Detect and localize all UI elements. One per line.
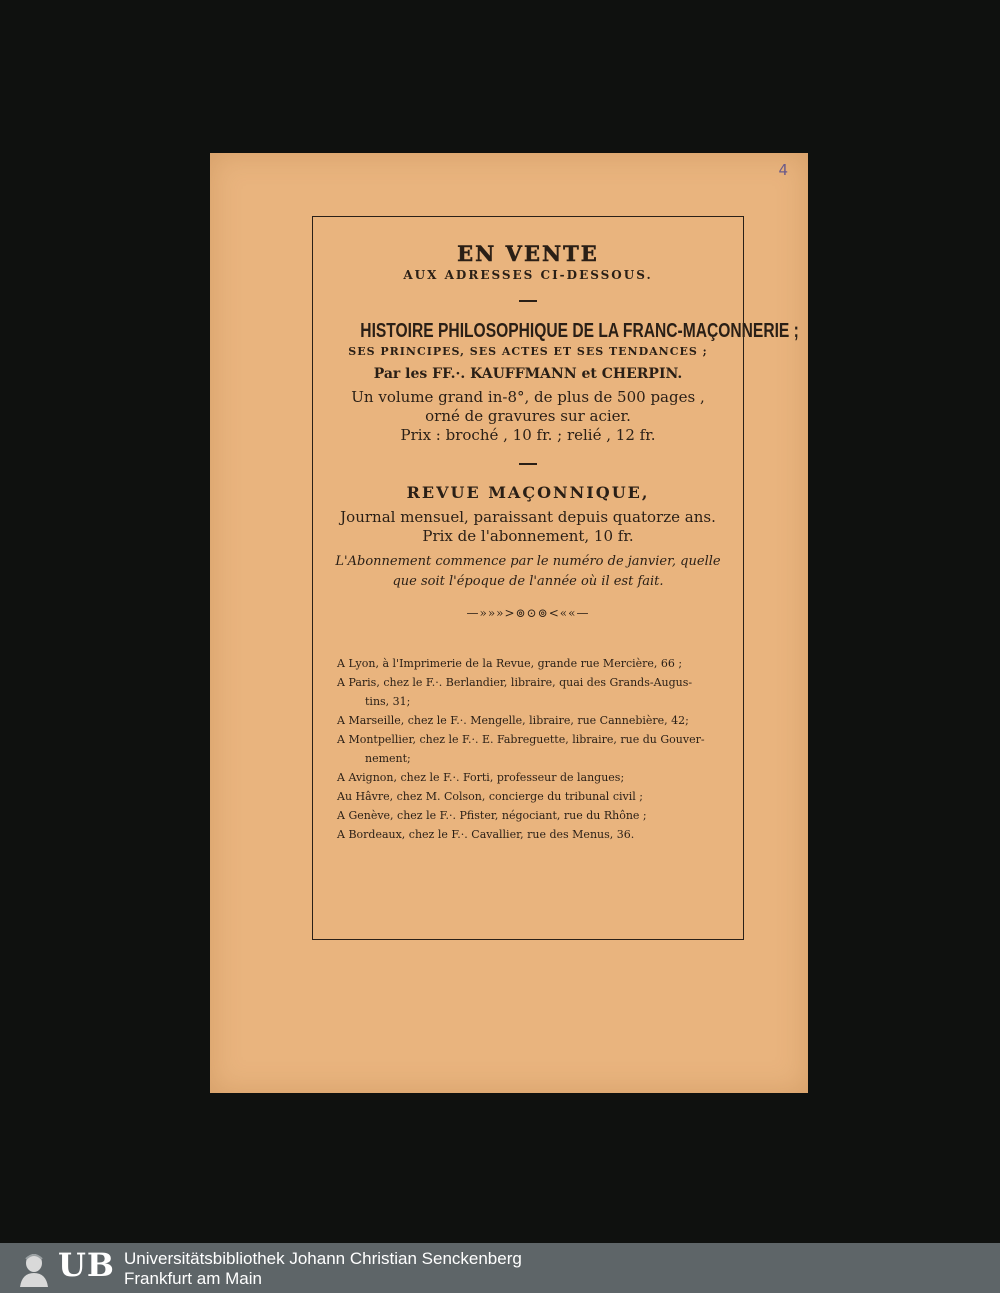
book-desc-line-1: Un volume grand in-8°, de plus de 500 pages , <box>351 388 705 406</box>
document-page <box>210 153 808 1093</box>
library-footer <box>0 1243 1000 1293</box>
address-continuation: nement; <box>365 752 411 765</box>
address-continuation: tins, 31; <box>365 695 411 708</box>
header-subtitle: AUX ADRESSES CI-DESSOUS. <box>403 268 653 282</box>
revue-note <box>313 552 743 592</box>
address-text: A Avignon, chez le F.·. Forti, professeur de langues; <box>337 771 625 784</box>
address-item <box>337 768 719 787</box>
address-item <box>337 806 719 825</box>
address-text: A Lyon, à l'Imprimerie de la Revue, grande rue Mercière, 66 ; <box>337 657 683 670</box>
library-logo-text: UB <box>58 1246 115 1284</box>
book-desc-line-2: orné de gravures sur acier. <box>425 407 631 425</box>
address-text: A Marseille, chez le F.·. Mengelle, libraire, rue Cannebière, 42; <box>337 714 689 727</box>
book-price: Prix : broché , 10 fr. ; relié , 12 fr. <box>400 426 656 444</box>
divider <box>519 463 537 465</box>
page-number: 4 <box>778 161 788 179</box>
address-item <box>337 730 719 768</box>
ornament-divider: —»»»>⊚⊙⊚<««— <box>466 606 590 620</box>
book-title: HISTOIRE PHILOSOPHIQUE DE LA FRANC-MAÇONNERIE ; <box>360 320 799 342</box>
portrait-logo-icon <box>14 1249 54 1287</box>
book-subtitle: SES PRINCIPES, SES ACTES ET SES TENDANCES ; <box>348 345 708 358</box>
address-item <box>337 654 719 673</box>
revue-note-line-2: que soit l'époque de l'année où il est fait. <box>392 574 664 589</box>
address-item <box>337 673 719 711</box>
book-authors: Par les FF.·. KAUFFMANN et CHERPIN. <box>373 366 683 382</box>
address-text: A Paris, chez le F.·. Berlandier, libraire, quai des Grands-Augus- <box>337 676 693 689</box>
header-title: EN VENTE <box>457 241 599 266</box>
address-item <box>337 711 719 730</box>
address-text: A Bordeaux, chez le F.·. Cavallier, rue des Menus, 36. <box>337 828 635 841</box>
address-item <box>337 825 719 844</box>
revue-description <box>313 508 743 546</box>
library-name-line-2: Frankfurt am Main <box>124 1269 262 1288</box>
revue-title: REVUE MAÇONNIQUE, <box>406 483 650 502</box>
revue-journal: Journal mensuel, paraissant depuis quatorze ans. <box>340 508 716 526</box>
book-description <box>313 388 743 445</box>
library-name <box>124 1249 522 1289</box>
address-text: Au Hâvre, chez M. Colson, concierge du tribunal civil ; <box>337 790 643 803</box>
address-text: A Genève, chez le F.·. Pfister, négociant, rue du Rhône ; <box>337 809 647 822</box>
address-item <box>337 787 719 806</box>
revue-price: Prix de l'abonnement, 10 fr. <box>422 527 634 545</box>
address-list <box>313 654 743 844</box>
revue-note-line-1: L'Abonnement commence par le numéro de janvier, quelle <box>335 554 721 569</box>
address-text: A Montpellier, chez le F.·. E. Fabreguette, libraire, rue du Gouver- <box>337 733 705 746</box>
divider <box>519 300 537 302</box>
library-name-line-1: Universitätsbibliothek Johann Christian Senckenberg <box>124 1249 522 1268</box>
advertisement-frame <box>312 216 799 940</box>
